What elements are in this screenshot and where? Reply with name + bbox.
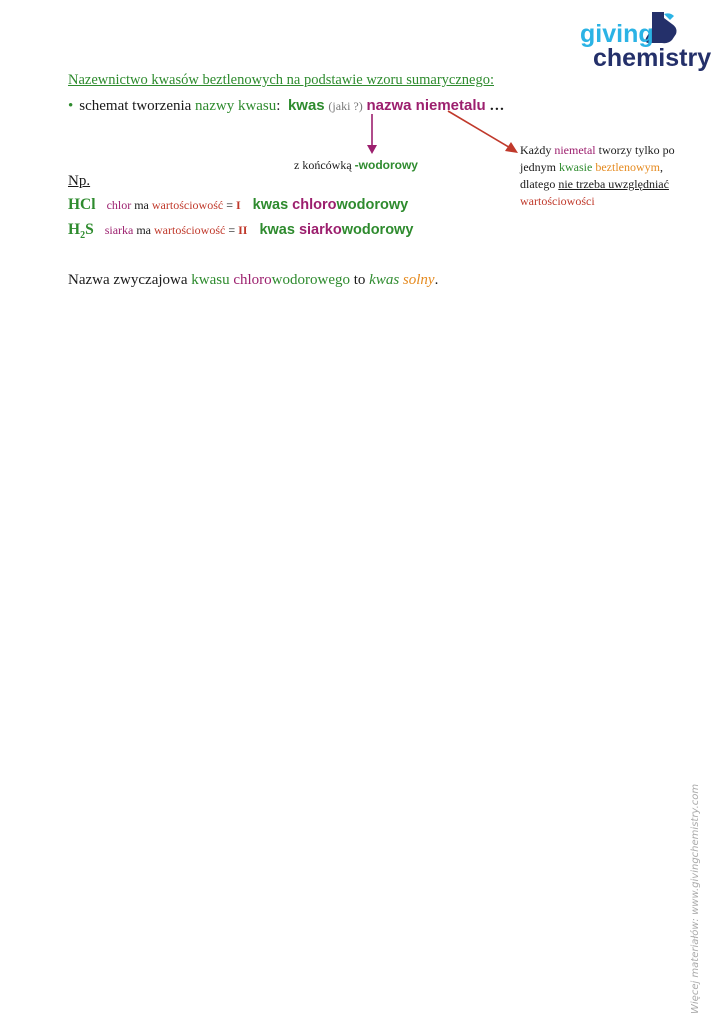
element-name: siarka	[104, 223, 134, 237]
logo-text-chemistry: chemistry	[593, 44, 712, 72]
example-row	[68, 221, 413, 241]
suffix-text: z końcówką	[294, 158, 355, 172]
down-arrow-head	[367, 145, 377, 154]
suffix-note	[294, 158, 418, 173]
element-name: chlor	[106, 198, 132, 212]
suffix-ending: -wodorowy	[354, 158, 418, 172]
formula-tail: S	[85, 221, 94, 238]
valence-word: wartościowość	[151, 198, 224, 212]
valence-value: I	[236, 198, 241, 212]
scheme-prefix-green: nazwy kwasu	[195, 98, 277, 114]
example-row	[68, 196, 408, 214]
bullet-dot: •	[68, 98, 74, 114]
common-solny: solny	[402, 272, 435, 288]
acid-name-element: chloro	[292, 197, 337, 213]
note-wartosciowosci: wartościowości	[520, 194, 595, 208]
acid-name-kwas: kwas	[252, 197, 293, 213]
page-heading: Nazewnictwo kwasów beztlenowych na podstawie wzoru sumarycznego:	[68, 72, 494, 88]
acid-name-ending: wodorowy	[341, 222, 414, 238]
note-text: , dlatego	[520, 160, 663, 191]
note-underline: nie trzeba uwzględniać	[558, 177, 669, 191]
common-kwasu: kwasu	[191, 272, 230, 288]
valence-word: wartościowość	[154, 223, 226, 237]
side-note	[520, 142, 695, 210]
equals-sign: =	[228, 223, 236, 237]
ma-word: ma	[134, 198, 149, 212]
acid-name-kwas: kwas	[259, 222, 299, 238]
formula-main: HCl	[68, 196, 96, 213]
scheme-colon: :	[276, 98, 281, 114]
note-niemetal: niemetal	[554, 143, 596, 157]
formula-main: H	[68, 221, 81, 238]
note-text: tworzy tylko po jednym	[520, 143, 675, 174]
valence-value: II	[238, 223, 248, 237]
scheme-prefix: schemat tworzenia	[79, 98, 196, 114]
note-beztlenowym: beztlenowym	[595, 160, 660, 174]
acid-name	[253, 197, 409, 213]
formula-subscript: 2	[80, 230, 86, 242]
diagonal-arrow	[448, 111, 512, 149]
acid-name-element: siarko	[298, 222, 342, 238]
common-wodorowego: wodorowego	[271, 272, 350, 288]
note-kwasie: kwasie	[559, 160, 593, 174]
common-kwas: kwas	[369, 272, 400, 288]
diagonal-arrow-head	[505, 142, 518, 153]
acid-name	[259, 222, 413, 238]
formula	[68, 221, 94, 242]
common-chloro: chloro	[233, 272, 272, 288]
common-name-sentence	[68, 272, 438, 289]
common-dot: .	[434, 272, 439, 288]
ma-word: ma	[136, 223, 152, 237]
common-text: Nazwa zwyczajowa	[68, 272, 192, 288]
footer-website: Więcej materiałów: www.givingchemistry.com	[690, 783, 701, 1014]
scheme-kwas: kwas	[287, 97, 325, 114]
note-text: Każdy	[520, 143, 555, 157]
formula	[68, 196, 96, 213]
scheme-jaki: (jaki ?)	[328, 99, 363, 113]
equals-sign: =	[226, 198, 233, 212]
acid-name-ending: wodorowy	[336, 197, 409, 213]
common-to: to	[350, 272, 370, 288]
scheme-ellipsis: …	[489, 98, 505, 114]
logo-text-giving: giving	[580, 20, 654, 48]
scheme-nazwa-niemetalu: nazwa niemetalu	[366, 97, 486, 114]
example-label: Np.	[68, 173, 91, 189]
